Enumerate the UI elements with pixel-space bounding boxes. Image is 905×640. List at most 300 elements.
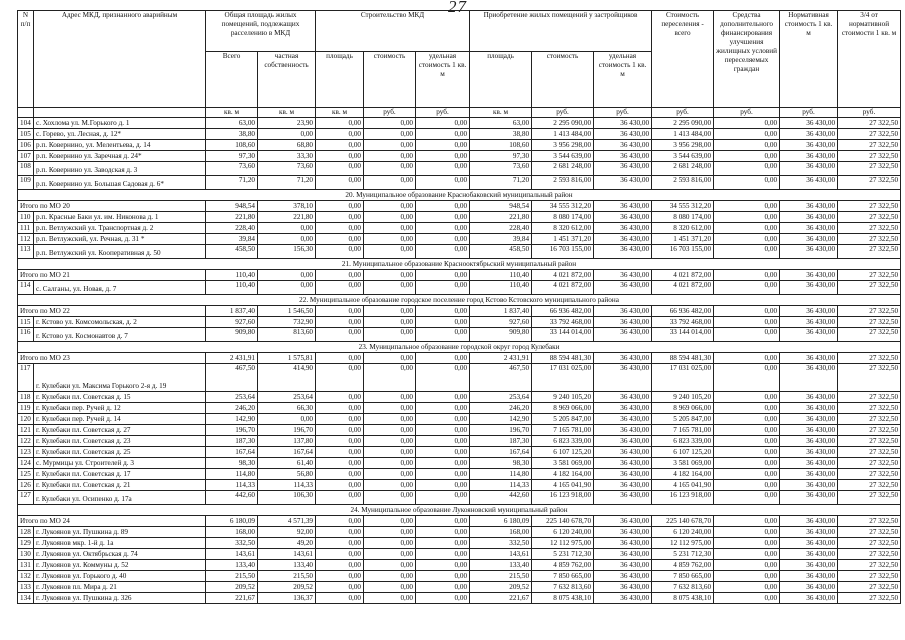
value-cell: 167,64 <box>258 447 316 458</box>
value-cell: 0,00 <box>364 245 416 259</box>
value-cell: 9 240 105,20 <box>532 392 594 403</box>
value-cell: 27 322,50 <box>838 234 901 245</box>
value-cell: 948,54 <box>206 201 258 212</box>
value-cell: 0,00 <box>316 527 364 538</box>
value-cell: 1 837,40 <box>206 306 258 317</box>
header-additional-funds: Средства дополнительного финансирования улучшения жилищных условий переселяемых граждан <box>714 11 780 108</box>
value-cell: 8 969 066,00 <box>652 403 714 414</box>
address-cell: р.п. Ветлужский, ул. Речная, д. 31 * <box>34 234 206 245</box>
value-cell: 196,70 <box>258 425 316 436</box>
unit-cell: руб. <box>416 108 470 118</box>
address-cell: г. Кулебаки пл. Советская д. 27 <box>34 425 206 436</box>
value-cell: 36 430,00 <box>780 328 838 342</box>
total-label: Итого по МО 22 <box>18 306 206 317</box>
value-cell: 27 322,50 <box>838 176 901 190</box>
value-cell: 0,00 <box>714 436 780 447</box>
value-cell: 4 859 762,00 <box>532 560 594 571</box>
units-row <box>18 108 901 118</box>
value-cell: 0,00 <box>364 560 416 571</box>
value-cell: 0,00 <box>364 118 416 129</box>
value-cell: 36 430,00 <box>780 403 838 414</box>
value-cell: 0,00 <box>316 516 364 527</box>
value-cell: 27 322,50 <box>838 223 901 234</box>
value-cell: 4 182 164,00 <box>652 469 714 480</box>
value-cell: 27 322,50 <box>838 527 901 538</box>
table-row <box>18 447 901 458</box>
value-cell: 114,80 <box>206 469 258 480</box>
value-cell: 0,00 <box>316 129 364 140</box>
value-cell: 16 123 918,00 <box>532 491 594 505</box>
value-cell: 2 681 248,00 <box>652 162 714 176</box>
value-cell: 0,00 <box>416 571 470 582</box>
value-cell: 36 430,00 <box>780 212 838 223</box>
value-cell: 0,00 <box>316 201 364 212</box>
value-cell: 114,33 <box>258 480 316 491</box>
value-cell: 6 180,09 <box>470 516 532 527</box>
value-cell: 27 322,50 <box>838 571 901 582</box>
value-cell: 110,40 <box>470 281 532 295</box>
value-cell: 1 575,81 <box>258 353 316 364</box>
page-number: 27 <box>448 0 467 16</box>
value-cell: 0,00 <box>416 593 470 604</box>
table-row <box>18 571 901 582</box>
value-cell: 36 430,00 <box>780 414 838 425</box>
value-cell: 253,64 <box>206 392 258 403</box>
value-cell: 4 021 872,00 <box>532 270 594 281</box>
row-number: 108 <box>18 162 34 176</box>
value-cell: 7 850 665,00 <box>532 571 594 582</box>
value-cell: 63,00 <box>470 118 532 129</box>
value-cell: 0,00 <box>714 560 780 571</box>
value-cell: 0,00 <box>316 549 364 560</box>
value-cell: 36 430,00 <box>780 306 838 317</box>
value-cell: 0,00 <box>258 270 316 281</box>
section-title: 23. Муниципальное образование городской округ город Кулебаки <box>18 342 901 353</box>
value-cell: 36 430,00 <box>594 491 652 505</box>
row-number: 113 <box>18 245 34 259</box>
total-row <box>18 516 901 527</box>
value-cell: 0,00 <box>416 392 470 403</box>
value-cell: 8 320 612,00 <box>532 223 594 234</box>
value-cell: 7 850 665,00 <box>652 571 714 582</box>
value-cell: 3 956 298,00 <box>652 140 714 151</box>
value-cell: 156,30 <box>258 245 316 259</box>
address-cell: р.п. Ветлужский ул. Кооперативная д. 50 <box>34 245 206 259</box>
header-address: Адрес МКД, признанного аварийным <box>34 11 206 108</box>
value-cell: 36 430,00 <box>594 392 652 403</box>
header-sub-private: частная собственность <box>258 52 316 108</box>
value-cell: 215,50 <box>258 571 316 582</box>
row-number: 111 <box>18 223 34 234</box>
row-number: 123 <box>18 447 34 458</box>
row-number: 106 <box>18 140 34 151</box>
row-number: 132 <box>18 571 34 582</box>
value-cell: 0,00 <box>258 414 316 425</box>
value-cell: 143,61 <box>258 549 316 560</box>
table-row <box>18 469 901 480</box>
unit-cell: кв. м <box>470 108 532 118</box>
value-cell: 8 075 438,10 <box>532 593 594 604</box>
row-number: 124 <box>18 458 34 469</box>
value-cell: 0,00 <box>316 480 364 491</box>
header-area-total: Общая площадь жилых помещений, подлежащих расселению в МКД <box>206 11 316 52</box>
value-cell: 5 205 847,00 <box>652 414 714 425</box>
value-cell: 221,80 <box>470 212 532 223</box>
value-cell: 0,00 <box>416 549 470 560</box>
value-cell: 0,00 <box>416 140 470 151</box>
value-cell: 0,00 <box>416 234 470 245</box>
value-cell: 0,00 <box>714 212 780 223</box>
value-cell: 0,00 <box>364 480 416 491</box>
value-cell: 228,40 <box>470 223 532 234</box>
table-row <box>18 162 901 176</box>
value-cell: 0,00 <box>416 582 470 593</box>
value-cell: 27 322,50 <box>838 480 901 491</box>
address-cell: г. Кстово ул. Космонавтов д. 7 <box>34 328 206 342</box>
value-cell: 0,00 <box>364 270 416 281</box>
table-row <box>18 364 901 392</box>
address-cell: р.п. Ковернино, ул. Мелентьева, д. 14 <box>34 140 206 151</box>
value-cell: 36 430,00 <box>594 549 652 560</box>
value-cell: 0,00 <box>316 162 364 176</box>
value-cell: 0,00 <box>364 593 416 604</box>
value-cell: 27 322,50 <box>838 447 901 458</box>
address-cell: г. Кулебаки пл. Советская д. 21 <box>34 480 206 491</box>
address-cell: г. Лукоянов ул. Горького д. 40 <box>34 571 206 582</box>
value-cell: 98,30 <box>206 458 258 469</box>
value-cell: 0,00 <box>364 469 416 480</box>
table-row <box>18 245 901 259</box>
value-cell: 253,64 <box>470 392 532 403</box>
address-cell: г. Кулебаки пл. Советская д. 25 <box>34 447 206 458</box>
value-cell: 36 430,00 <box>594 118 652 129</box>
unit-cell: руб. <box>838 108 901 118</box>
value-cell: 927,60 <box>206 317 258 328</box>
row-number: 110 <box>18 212 34 223</box>
value-cell: 4 021 872,00 <box>652 270 714 281</box>
value-cell: 27 322,50 <box>838 538 901 549</box>
value-cell: 114,33 <box>470 480 532 491</box>
value-cell: 36 430,00 <box>780 353 838 364</box>
value-cell: 92,00 <box>258 527 316 538</box>
value-cell: 253,64 <box>258 392 316 403</box>
value-cell: 0,00 <box>416 245 470 259</box>
value-cell: 0,00 <box>714 353 780 364</box>
table-row <box>18 118 901 129</box>
value-cell: 49,20 <box>258 538 316 549</box>
value-cell: 3 956 298,00 <box>532 140 594 151</box>
total-label: Итого по МО 21 <box>18 270 206 281</box>
value-cell: 0,00 <box>364 527 416 538</box>
address-cell: г. Кулебаки пл. Советская д. 23 <box>34 436 206 447</box>
value-cell: 0,00 <box>258 234 316 245</box>
table-row <box>18 560 901 571</box>
row-number: 121 <box>18 425 34 436</box>
value-cell: 36 430,00 <box>780 560 838 571</box>
value-cell: 0,00 <box>416 469 470 480</box>
header-norm-cost: Нормативная стоимость 1 кв. м <box>780 11 838 108</box>
value-cell: 0,00 <box>416 491 470 505</box>
value-cell: 0,00 <box>714 549 780 560</box>
value-cell: 27 322,50 <box>838 516 901 527</box>
header-sub-cost: стоимость <box>364 52 416 108</box>
value-cell: 0,00 <box>714 593 780 604</box>
section-title: 22. Муниципальное образование городское поселение город Кстово Кстовского муниципального района <box>18 295 901 306</box>
value-cell: 36 430,00 <box>780 549 838 560</box>
unit-cell <box>18 108 34 118</box>
value-cell: 0,00 <box>316 223 364 234</box>
value-cell: 0,00 <box>714 425 780 436</box>
row-number: 125 <box>18 469 34 480</box>
value-cell: 38,80 <box>470 129 532 140</box>
address-cell: г. Кулебаки пл. Советская д. 15 <box>34 392 206 403</box>
section-title: 20. Муниципальное образование Краснобаковский муниципальный район <box>18 190 901 201</box>
value-cell: 142,90 <box>470 414 532 425</box>
value-cell: 27 322,50 <box>838 270 901 281</box>
value-cell: 0,00 <box>714 516 780 527</box>
value-cell: 27 322,50 <box>838 469 901 480</box>
value-cell: 36 430,00 <box>594 270 652 281</box>
value-cell: 0,00 <box>714 469 780 480</box>
header-sub-area: площадь <box>316 52 364 108</box>
value-cell: 36 430,00 <box>780 223 838 234</box>
value-cell: 458,50 <box>470 245 532 259</box>
value-cell: 0,00 <box>714 364 780 392</box>
value-cell: 0,00 <box>714 458 780 469</box>
unit-cell: кв. м <box>258 108 316 118</box>
value-cell: 0,00 <box>316 270 364 281</box>
row-number: 104 <box>18 118 34 129</box>
row-number: 114 <box>18 281 34 295</box>
value-cell: 36 430,00 <box>780 538 838 549</box>
value-cell: 0,00 <box>316 353 364 364</box>
value-cell: 0,00 <box>416 129 470 140</box>
value-cell: 0,00 <box>714 118 780 129</box>
header-sub-total: Всего <box>206 52 258 108</box>
value-cell: 36 430,00 <box>780 234 838 245</box>
value-cell: 36 430,00 <box>594 176 652 190</box>
table-row <box>18 392 901 403</box>
value-cell: 36 430,00 <box>594 458 652 469</box>
value-cell: 196,70 <box>470 425 532 436</box>
value-cell: 0,00 <box>714 234 780 245</box>
table-row <box>18 129 901 140</box>
total-row <box>18 306 901 317</box>
value-cell: 0,00 <box>316 593 364 604</box>
value-cell: 8 080 174,00 <box>532 212 594 223</box>
value-cell: 0,00 <box>416 364 470 392</box>
value-cell: 0,00 <box>364 353 416 364</box>
value-cell: 0,00 <box>316 447 364 458</box>
resettlement-table <box>17 10 901 604</box>
table-row <box>18 491 901 505</box>
value-cell: 73,60 <box>258 162 316 176</box>
total-label: Итого по МО 23 <box>18 353 206 364</box>
value-cell: 36 430,00 <box>594 234 652 245</box>
value-cell: 0,00 <box>316 212 364 223</box>
value-cell: 0,00 <box>364 491 416 505</box>
value-cell: 7 165 781,00 <box>532 425 594 436</box>
value-cell: 1 451 371,20 <box>652 234 714 245</box>
value-cell: 0,00 <box>364 414 416 425</box>
row-number: 118 <box>18 392 34 403</box>
value-cell: 4 165 041,90 <box>652 480 714 491</box>
row-number: 117 <box>18 364 34 392</box>
value-cell: 27 322,50 <box>838 491 901 505</box>
value-cell: 4 571,39 <box>258 516 316 527</box>
address-cell: р.п. Ковернино ул. Заводская д. 3 <box>34 162 206 176</box>
value-cell: 0,00 <box>416 353 470 364</box>
value-cell: 36 430,00 <box>594 140 652 151</box>
address-cell: с. Хохлома ул. М.Горького д. 1 <box>34 118 206 129</box>
value-cell: 948,54 <box>470 201 532 212</box>
value-cell: 196,70 <box>206 425 258 436</box>
value-cell: 36 430,00 <box>594 469 652 480</box>
value-cell: 33 144 014,00 <box>532 328 594 342</box>
value-cell: 168,00 <box>206 527 258 538</box>
value-cell: 0,00 <box>316 364 364 392</box>
address-cell: г. Лукоянов ул. Коммуны д. 52 <box>34 560 206 571</box>
value-cell: 909,80 <box>206 328 258 342</box>
value-cell: 27 322,50 <box>838 414 901 425</box>
value-cell: 0,00 <box>316 118 364 129</box>
value-cell: 110,40 <box>206 270 258 281</box>
value-cell: 133,40 <box>470 560 532 571</box>
value-cell: 0,00 <box>364 458 416 469</box>
header-sub-unit-cost: удельная стоимость 1 кв. м <box>594 52 652 108</box>
value-cell: 0,00 <box>316 560 364 571</box>
value-cell: 167,64 <box>470 447 532 458</box>
value-cell: 215,50 <box>470 571 532 582</box>
unit-cell: руб. <box>594 108 652 118</box>
value-cell: 221,67 <box>206 593 258 604</box>
value-cell: 36 430,00 <box>594 571 652 582</box>
value-cell: 36 430,00 <box>780 176 838 190</box>
row-number: 129 <box>18 538 34 549</box>
value-cell: 0,00 <box>316 392 364 403</box>
value-cell: 0,00 <box>714 538 780 549</box>
value-cell: 0,00 <box>364 212 416 223</box>
value-cell: 8 969 066,00 <box>532 403 594 414</box>
value-cell: 0,00 <box>364 281 416 295</box>
value-cell: 36 430,00 <box>594 281 652 295</box>
value-cell: 27 322,50 <box>838 458 901 469</box>
value-cell: 0,00 <box>364 582 416 593</box>
value-cell: 2 295 090,00 <box>652 118 714 129</box>
value-cell: 34 555 312,20 <box>652 201 714 212</box>
value-cell: 0,00 <box>364 234 416 245</box>
value-cell: 0,00 <box>316 425 364 436</box>
value-cell: 36 430,00 <box>594 414 652 425</box>
value-cell: 36 430,00 <box>594 212 652 223</box>
value-cell: 209,52 <box>206 582 258 593</box>
table-row <box>18 403 901 414</box>
value-cell: 0,00 <box>714 317 780 328</box>
value-cell: 27 322,50 <box>838 328 901 342</box>
value-cell: 0,00 <box>364 447 416 458</box>
value-cell: 27 322,50 <box>838 317 901 328</box>
row-number: 120 <box>18 414 34 425</box>
value-cell: 27 322,50 <box>838 162 901 176</box>
value-cell: 34 555 312,20 <box>532 201 594 212</box>
value-cell: 0,00 <box>364 176 416 190</box>
value-cell: 97,30 <box>206 151 258 162</box>
value-cell: 36 430,00 <box>594 364 652 392</box>
value-cell: 2 431,91 <box>470 353 532 364</box>
value-cell: 332,50 <box>206 538 258 549</box>
value-cell: 0,00 <box>364 436 416 447</box>
value-cell: 0,00 <box>416 176 470 190</box>
value-cell: 813,60 <box>258 328 316 342</box>
header-sub-area: площадь <box>470 52 532 108</box>
value-cell: 0,00 <box>258 223 316 234</box>
value-cell: 6 823 339,00 <box>532 436 594 447</box>
table-row <box>18 176 901 190</box>
value-cell: 0,00 <box>364 328 416 342</box>
value-cell: 0,00 <box>714 571 780 582</box>
value-cell: 0,00 <box>316 458 364 469</box>
value-cell: 27 322,50 <box>838 425 901 436</box>
value-cell: 12 112 975,00 <box>532 538 594 549</box>
table-row <box>18 582 901 593</box>
value-cell: 8 075 438,10 <box>652 593 714 604</box>
value-cell: 36 430,00 <box>780 571 838 582</box>
value-cell: 36 430,00 <box>594 560 652 571</box>
table-row <box>18 414 901 425</box>
address-cell: г. Лукоянов пл. Мира д. 21 <box>34 582 206 593</box>
value-cell: 0,00 <box>364 140 416 151</box>
section-title: 21. Муниципальное образование Краснооктябрьский муниципальный район <box>18 259 901 270</box>
value-cell: 36 430,00 <box>780 129 838 140</box>
value-cell: 36 430,00 <box>780 140 838 151</box>
value-cell: 4 859 762,00 <box>652 560 714 571</box>
value-cell: 33 792 468,00 <box>652 317 714 328</box>
value-cell: 0,00 <box>416 151 470 162</box>
address-cell: с. Мурмицы ул. Строителей д. 3 <box>34 458 206 469</box>
value-cell: 0,00 <box>364 223 416 234</box>
value-cell: 16 703 155,00 <box>532 245 594 259</box>
value-cell: 2 593 816,00 <box>532 176 594 190</box>
value-cell: 36 430,00 <box>594 245 652 259</box>
table-row <box>18 223 901 234</box>
value-cell: 39,84 <box>206 234 258 245</box>
value-cell: 6 120 240,00 <box>652 527 714 538</box>
value-cell: 143,61 <box>470 549 532 560</box>
value-cell: 36 430,00 <box>594 436 652 447</box>
address-cell: с. Салганы, ул. Новая, д. 7 <box>34 281 206 295</box>
value-cell: 0,00 <box>364 549 416 560</box>
table-row <box>18 425 901 436</box>
value-cell: 68,80 <box>258 140 316 151</box>
value-cell: 414,90 <box>258 364 316 392</box>
value-cell: 0,00 <box>416 281 470 295</box>
value-cell: 0,00 <box>316 582 364 593</box>
value-cell: 27 322,50 <box>838 212 901 223</box>
value-cell: 0,00 <box>714 281 780 295</box>
value-cell: 36 430,00 <box>780 201 838 212</box>
unit-cell: руб. <box>364 108 416 118</box>
row-number: 122 <box>18 436 34 447</box>
row-number: 107 <box>18 151 34 162</box>
value-cell: 27 322,50 <box>838 151 901 162</box>
value-cell: 0,00 <box>714 414 780 425</box>
value-cell: 27 322,50 <box>838 129 901 140</box>
value-cell: 36 430,00 <box>594 306 652 317</box>
value-cell: 66 936 482,00 <box>652 306 714 317</box>
value-cell: 0,00 <box>416 403 470 414</box>
unit-cell: кв. м <box>316 108 364 118</box>
value-cell: 36 430,00 <box>780 425 838 436</box>
